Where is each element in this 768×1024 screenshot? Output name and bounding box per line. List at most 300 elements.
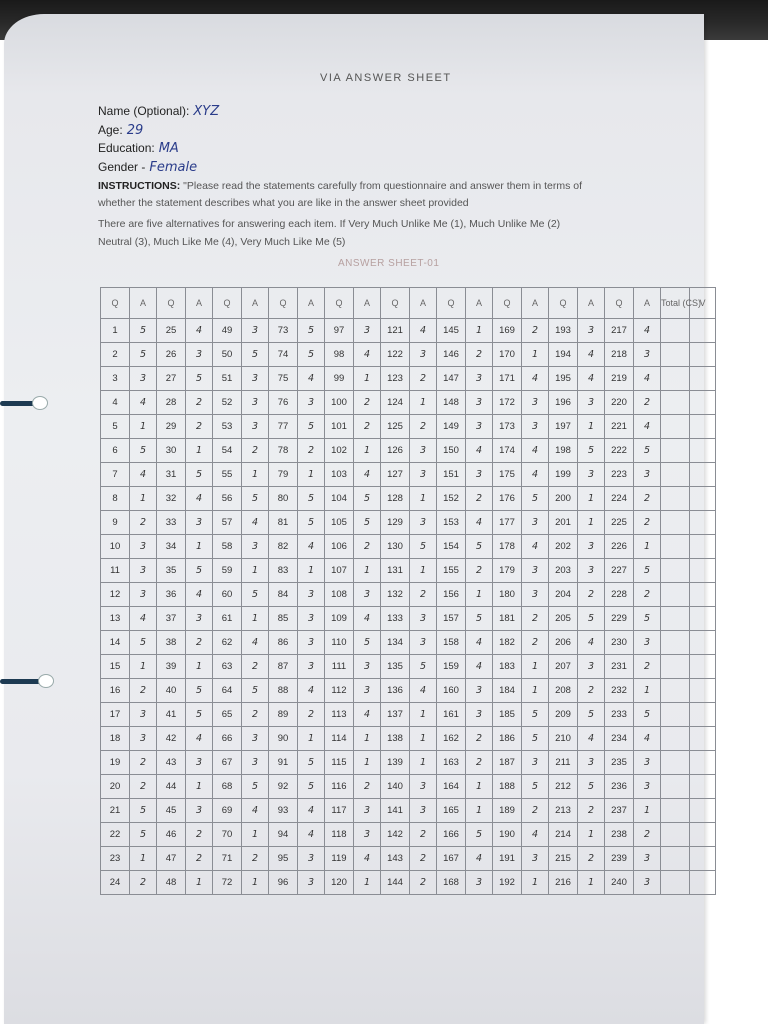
answer-value: 5: [522, 727, 549, 751]
answer-value: 2: [130, 871, 157, 895]
answer-value: 3: [298, 655, 325, 679]
total-cell: [661, 439, 690, 463]
answer-table: [100, 287, 716, 895]
question-number: 147: [437, 367, 466, 391]
v-cell: [690, 535, 716, 559]
question-number: 156: [437, 583, 466, 607]
question-number: 86: [269, 631, 298, 655]
v-cell: [690, 727, 716, 751]
answer-value: 5: [186, 703, 213, 727]
question-number: 159: [437, 655, 466, 679]
total-cell: [661, 583, 690, 607]
answer-value: 4: [298, 679, 325, 703]
question-number: 215: [549, 847, 578, 871]
question-number: 173: [493, 415, 522, 439]
education-field: [98, 141, 179, 156]
answer-value: 5: [578, 775, 605, 799]
question-number: 148: [437, 391, 466, 415]
question-number: 24: [101, 871, 130, 895]
question-number: 139: [381, 751, 410, 775]
question-number: 164: [437, 775, 466, 799]
answer-value: 3: [466, 463, 493, 487]
question-number: 195: [549, 367, 578, 391]
total-cell: [661, 703, 690, 727]
question-number: 41: [157, 703, 186, 727]
answer-value: 5: [522, 775, 549, 799]
answer-value: 3: [354, 679, 381, 703]
header-a: A: [242, 288, 269, 319]
answer-value: 1: [522, 655, 549, 679]
answer-value: 2: [466, 751, 493, 775]
total-cell: [661, 607, 690, 631]
answer-value: 2: [634, 655, 661, 679]
answer-value: 5: [298, 343, 325, 367]
question-number: 55: [213, 463, 242, 487]
answer-value: 4: [634, 727, 661, 751]
question-number: 161: [437, 703, 466, 727]
question-number: 114: [325, 727, 354, 751]
answer-value: 5: [354, 487, 381, 511]
question-number: 138: [381, 727, 410, 751]
question-number: 142: [381, 823, 410, 847]
header-a: A: [578, 288, 605, 319]
answer-value: 3: [634, 775, 661, 799]
answer-value: 2: [130, 775, 157, 799]
answer-value: 4: [410, 679, 437, 703]
answer-value: 3: [522, 847, 549, 871]
question-number: 197: [549, 415, 578, 439]
question-number: 72: [213, 871, 242, 895]
question-number: 71: [213, 847, 242, 871]
answer-value: 3: [466, 367, 493, 391]
answer-value: 2: [466, 559, 493, 583]
answer-value: 5: [522, 703, 549, 727]
question-number: 61: [213, 607, 242, 631]
question-number: 4: [101, 391, 130, 415]
answer-value: 3: [410, 439, 437, 463]
question-number: 155: [437, 559, 466, 583]
answer-value: 2: [186, 391, 213, 415]
answer-value: 5: [130, 823, 157, 847]
question-number: 29: [157, 415, 186, 439]
question-number: 88: [269, 679, 298, 703]
answer-value: 4: [578, 631, 605, 655]
v-cell: [690, 463, 716, 487]
question-number: 78: [269, 439, 298, 463]
table-row: [101, 799, 716, 823]
answer-value: 5: [186, 679, 213, 703]
v-cell: [690, 655, 716, 679]
answer-value: 2: [578, 583, 605, 607]
question-number: 111: [325, 655, 354, 679]
question-number: 183: [493, 655, 522, 679]
question-number: 75: [269, 367, 298, 391]
question-number: 224: [605, 487, 634, 511]
answer-value: 2: [410, 871, 437, 895]
answer-value: 1: [186, 655, 213, 679]
question-number: 99: [325, 367, 354, 391]
answer-value: 3: [298, 607, 325, 631]
question-number: 176: [493, 487, 522, 511]
answer-value: 3: [578, 559, 605, 583]
question-number: 130: [381, 535, 410, 559]
answer-value: 3: [410, 463, 437, 487]
question-number: 52: [213, 391, 242, 415]
question-number: 134: [381, 631, 410, 655]
table-row: [101, 871, 716, 895]
answer-value: 3: [130, 535, 157, 559]
instructions-line-2: whether the statement describes what you are like in the answer sheet provided: [98, 197, 469, 209]
question-number: 39: [157, 655, 186, 679]
answer-value: 4: [186, 727, 213, 751]
answer-value: 2: [634, 823, 661, 847]
question-number: 97: [325, 319, 354, 343]
answer-value: 2: [410, 823, 437, 847]
question-number: 238: [605, 823, 634, 847]
answer-value: 1: [186, 871, 213, 895]
answer-value: 5: [578, 703, 605, 727]
v-cell: [690, 391, 716, 415]
question-number: 180: [493, 583, 522, 607]
alternatives-line-2: Neutral (3), Much Like Me (4), Very Much Like Me (5): [98, 236, 346, 248]
answer-value: 3: [354, 319, 381, 343]
question-number: 202: [549, 535, 578, 559]
header-q: Q: [269, 288, 298, 319]
answer-value: 2: [354, 391, 381, 415]
question-number: 234: [605, 727, 634, 751]
education-value: MA: [158, 141, 179, 156]
binder-hole-top: [32, 396, 48, 410]
answer-value: 1: [634, 679, 661, 703]
answer-value: 4: [130, 607, 157, 631]
answer-value: 5: [410, 655, 437, 679]
question-number: 194: [549, 343, 578, 367]
question-number: 8: [101, 487, 130, 511]
answer-value: 1: [130, 847, 157, 871]
gender-label: Gender -: [98, 160, 146, 174]
answer-value: 3: [242, 415, 269, 439]
answer-value: 1: [354, 439, 381, 463]
answer-value: 4: [186, 487, 213, 511]
answer-value: 4: [354, 607, 381, 631]
answer-value: 4: [522, 463, 549, 487]
question-number: 7: [101, 463, 130, 487]
table-row: [101, 343, 716, 367]
v-cell: [690, 487, 716, 511]
answer-value: 1: [578, 823, 605, 847]
answer-value: 1: [578, 511, 605, 535]
question-number: 22: [101, 823, 130, 847]
answer-value: 4: [354, 343, 381, 367]
answer-value: 3: [410, 799, 437, 823]
answer-value: 3: [354, 799, 381, 823]
answer-value: 1: [242, 607, 269, 631]
question-number: 62: [213, 631, 242, 655]
header-a: A: [522, 288, 549, 319]
question-number: 150: [437, 439, 466, 463]
question-number: 137: [381, 703, 410, 727]
question-number: 239: [605, 847, 634, 871]
answer-value: 1: [410, 487, 437, 511]
answer-value: 1: [130, 655, 157, 679]
question-number: 117: [325, 799, 354, 823]
question-number: 25: [157, 319, 186, 343]
answer-value: 3: [578, 319, 605, 343]
answer-value: 5: [354, 511, 381, 535]
question-number: 207: [549, 655, 578, 679]
table-row: [101, 319, 716, 343]
answer-value: 2: [578, 847, 605, 871]
question-number: 232: [605, 679, 634, 703]
answer-value: 1: [410, 391, 437, 415]
answer-value: 3: [634, 463, 661, 487]
question-number: 177: [493, 511, 522, 535]
question-number: 32: [157, 487, 186, 511]
question-number: 103: [325, 463, 354, 487]
question-number: 236: [605, 775, 634, 799]
question-number: 188: [493, 775, 522, 799]
total-cell: [661, 487, 690, 511]
question-number: 49: [213, 319, 242, 343]
question-number: 18: [101, 727, 130, 751]
question-number: 222: [605, 439, 634, 463]
answer-value: 3: [634, 751, 661, 775]
question-number: 208: [549, 679, 578, 703]
answer-value: 1: [242, 559, 269, 583]
question-number: 204: [549, 583, 578, 607]
answer-value: 4: [186, 319, 213, 343]
answer-value: 2: [242, 703, 269, 727]
alternatives-line-1: There are five alternatives for answering each item. If Very Much Unlike Me (1), Much Unlike Me (2): [98, 218, 561, 230]
answer-value: 5: [242, 343, 269, 367]
answer-value: 3: [298, 631, 325, 655]
answer-value: 1: [298, 463, 325, 487]
instructions-line-1: INSTRUCTIONS: "Please read the statements carefully from questionnaire and answer them in terms of: [98, 180, 583, 192]
question-number: 181: [493, 607, 522, 631]
answer-value: 5: [578, 439, 605, 463]
answer-value: 3: [298, 871, 325, 895]
answer-value: 5: [186, 367, 213, 391]
v-cell: [690, 319, 716, 343]
answer-value: 3: [298, 391, 325, 415]
table-row: [101, 727, 716, 751]
question-number: 47: [157, 847, 186, 871]
v-cell: [690, 631, 716, 655]
question-number: 229: [605, 607, 634, 631]
question-number: 132: [381, 583, 410, 607]
question-number: 2: [101, 343, 130, 367]
question-number: 15: [101, 655, 130, 679]
answer-value: 2: [186, 415, 213, 439]
question-number: 225: [605, 511, 634, 535]
question-number: 107: [325, 559, 354, 583]
table-row: [101, 391, 716, 415]
header-total: Total (CS): [661, 288, 690, 319]
sheet-title: VIA ANSWER SHEET: [320, 72, 452, 84]
v-cell: [690, 775, 716, 799]
question-number: 116: [325, 775, 354, 799]
answer-value: 1: [410, 727, 437, 751]
question-number: 221: [605, 415, 634, 439]
answer-value: 3: [410, 607, 437, 631]
answer-value: 1: [130, 415, 157, 439]
question-number: 123: [381, 367, 410, 391]
answer-value: 3: [634, 871, 661, 895]
answer-value: 2: [130, 511, 157, 535]
answer-value: 1: [242, 871, 269, 895]
answer-value: 2: [410, 367, 437, 391]
answer-value: 5: [298, 319, 325, 343]
name-label: Name (Optional):: [98, 104, 190, 118]
header-a: A: [130, 288, 157, 319]
question-number: 5: [101, 415, 130, 439]
question-number: 126: [381, 439, 410, 463]
question-number: 34: [157, 535, 186, 559]
answer-value: 2: [522, 631, 549, 655]
total-cell: [661, 535, 690, 559]
answer-value: 3: [634, 343, 661, 367]
answer-value: 4: [634, 367, 661, 391]
question-number: 169: [493, 319, 522, 343]
question-number: 217: [605, 319, 634, 343]
question-number: 223: [605, 463, 634, 487]
answer-value: 5: [130, 631, 157, 655]
question-number: 108: [325, 583, 354, 607]
answer-value: 2: [298, 439, 325, 463]
total-cell: [661, 823, 690, 847]
question-number: 149: [437, 415, 466, 439]
answer-value: 3: [466, 415, 493, 439]
question-number: 178: [493, 535, 522, 559]
question-number: 93: [269, 799, 298, 823]
answer-value: 1: [298, 727, 325, 751]
question-number: 230: [605, 631, 634, 655]
answer-value: 1: [466, 799, 493, 823]
total-cell: [661, 751, 690, 775]
question-number: 179: [493, 559, 522, 583]
answer-value: 1: [466, 775, 493, 799]
answer-value: 3: [522, 391, 549, 415]
answer-value: 3: [578, 751, 605, 775]
question-number: 13: [101, 607, 130, 631]
header-q: Q: [157, 288, 186, 319]
table-row: [101, 751, 716, 775]
question-number: 31: [157, 463, 186, 487]
answer-value: 2: [354, 775, 381, 799]
question-number: 125: [381, 415, 410, 439]
v-cell: [690, 607, 716, 631]
table-row: [101, 679, 716, 703]
table-row: [101, 655, 716, 679]
answer-value: 1: [186, 535, 213, 559]
total-cell: [661, 391, 690, 415]
answer-value: 1: [354, 727, 381, 751]
question-number: 219: [605, 367, 634, 391]
question-number: 70: [213, 823, 242, 847]
answer-value: 3: [186, 607, 213, 631]
table-row: [101, 511, 716, 535]
question-number: 153: [437, 511, 466, 535]
answer-value: 2: [522, 607, 549, 631]
question-number: 57: [213, 511, 242, 535]
v-cell: [690, 439, 716, 463]
question-number: 145: [437, 319, 466, 343]
answer-value: 5: [130, 799, 157, 823]
question-number: 141: [381, 799, 410, 823]
question-number: 119: [325, 847, 354, 871]
answer-value: 2: [634, 583, 661, 607]
answer-value: 3: [186, 799, 213, 823]
table-row: [101, 463, 716, 487]
answer-value: 5: [298, 487, 325, 511]
total-cell: [661, 367, 690, 391]
answer-value: 3: [130, 727, 157, 751]
question-number: 19: [101, 751, 130, 775]
question-number: 28: [157, 391, 186, 415]
total-cell: [661, 727, 690, 751]
answer-value: 3: [186, 751, 213, 775]
answer-value: 3: [466, 679, 493, 703]
question-number: 30: [157, 439, 186, 463]
question-number: 235: [605, 751, 634, 775]
question-number: 36: [157, 583, 186, 607]
name-value: XYZ: [193, 104, 220, 119]
answer-value: 1: [522, 343, 549, 367]
table-row: [101, 487, 716, 511]
answer-value: 2: [466, 727, 493, 751]
answer-value: 1: [130, 487, 157, 511]
answer-value: 3: [242, 367, 269, 391]
answer-value: 5: [410, 535, 437, 559]
answer-table-header: [101, 288, 716, 319]
answer-value: 2: [130, 751, 157, 775]
question-number: 23: [101, 847, 130, 871]
answer-value: 5: [578, 607, 605, 631]
answer-value: 4: [354, 463, 381, 487]
table-row: [101, 607, 716, 631]
answer-value: 4: [578, 727, 605, 751]
question-number: 136: [381, 679, 410, 703]
header-a: A: [634, 288, 661, 319]
question-number: 77: [269, 415, 298, 439]
answer-value: 5: [242, 775, 269, 799]
answer-value: 4: [354, 847, 381, 871]
answer-value: 5: [466, 607, 493, 631]
question-number: 187: [493, 751, 522, 775]
answer-value: 1: [522, 679, 549, 703]
question-number: 35: [157, 559, 186, 583]
answer-value: 3: [354, 655, 381, 679]
answer-value: 3: [130, 367, 157, 391]
question-number: 193: [549, 319, 578, 343]
question-number: 128: [381, 487, 410, 511]
answer-value: 2: [634, 511, 661, 535]
answer-value: 5: [634, 703, 661, 727]
question-number: 213: [549, 799, 578, 823]
answer-value: 3: [242, 391, 269, 415]
question-number: 191: [493, 847, 522, 871]
header-q: Q: [101, 288, 130, 319]
question-number: 105: [325, 511, 354, 535]
answer-value: 3: [130, 559, 157, 583]
total-cell: [661, 463, 690, 487]
answer-value: 1: [410, 559, 437, 583]
question-number: 9: [101, 511, 130, 535]
question-number: 124: [381, 391, 410, 415]
question-number: 51: [213, 367, 242, 391]
answer-value: 4: [130, 463, 157, 487]
answer-value: 3: [242, 751, 269, 775]
